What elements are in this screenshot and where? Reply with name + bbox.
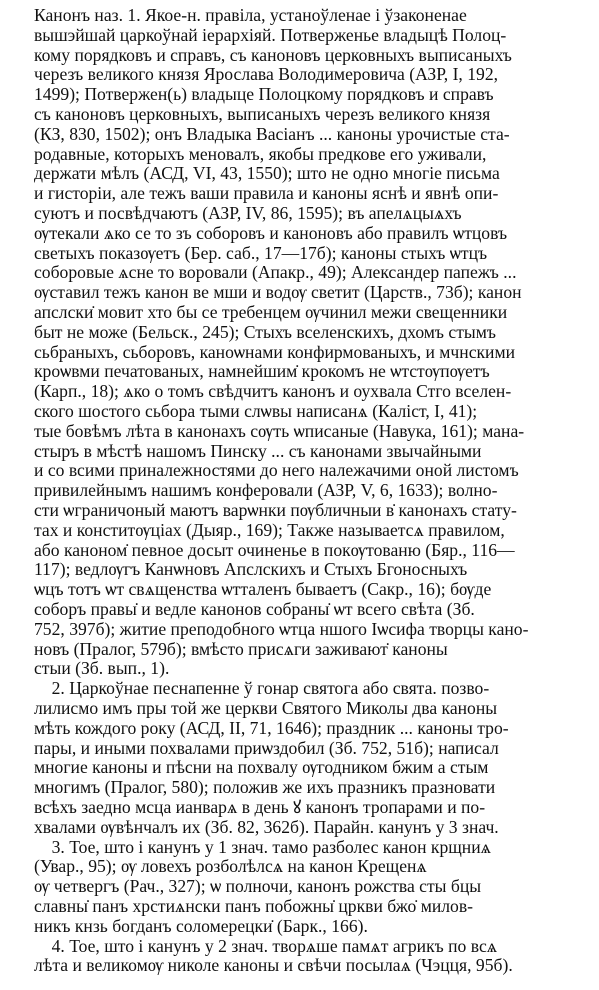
text-line-content: (Карп., 18); ѧко о томъ свѣдчитъ канонъ и оухвала Стго вселен- xyxy=(34,381,512,402)
text-line-content: славны̇ панъ хрстиѧнски панъ побожны̇ цркви бжо̇ милов- xyxy=(34,896,473,916)
text-line-content: 4. Тое, што і канунъ у 2 знач. творѧше памѧт агрикъ по всѧ xyxy=(34,935,498,956)
text-line-content: вышэйшай царкоўнай іерархіяй. Потверженье владыцѣ Полоц- xyxy=(34,24,507,45)
text-line-content: 117); ведлѹгъ Канѡновъ Апслскихъ и Стыхъ Бгоносныхъ xyxy=(34,559,468,580)
text-line-content: 3. Тое, што і канунъ у 1 знач. тамо разболес канон крщниѧ xyxy=(34,836,491,857)
text-line-content: соборовые ѧсне то воровали (Апакр., 49); Александер папежъ ... xyxy=(34,262,517,283)
text-line xyxy=(34,952,589,978)
text-line-content: 1499); Потвержен(ь) владыце Полоцкому порядковъ и справъ xyxy=(34,84,494,105)
text-line-content: (КЗ, 830, 1502); онъ Владыка Васіанъ ... каноны урочистые ста- xyxy=(34,123,510,144)
text-line-content: апслски̇ мовит хто бы се требенцем ѹчинил межи свещенники xyxy=(34,302,508,322)
text-line-content: новъ (Пралог, 579б); вмѣсто присѧги заживают̇ каноны xyxy=(34,638,448,659)
text-line-content: лилисмо имъ пры той же церкви Святого Миколы два каноны xyxy=(34,698,498,718)
text-line-content: всѣхъ заедно мсца ианварѧ в день ꙋ канонъ тропарами и по- xyxy=(34,797,486,817)
text-line-content: ѹ четвергъ (Рач., 327); ѡ полночи, канонъ рожства сты бцы xyxy=(34,876,482,897)
text-line-content: никъ кнзь богданъ соломерецки̇ (Барк., 166). xyxy=(34,915,368,936)
text-line-content: кому порядковъ и справъ, съ каноновъ церковныхъ выписаныхъ xyxy=(34,44,512,65)
text-line-content: 2. Царкоўнае песнапенне ў гонар святога або свята. позво- xyxy=(34,678,490,699)
text-line-content: 752, 397б); житие преподобного ѡтца ншого Іѡсифа творцы кано- xyxy=(34,618,529,639)
text-line-content: стыръ в мѣстѣ нашомъ Пинску ... съ канонами звычайными xyxy=(34,440,482,461)
text-line-content: многие каноны и пѣсни на похвалу ѹгодником бжим а стым xyxy=(34,757,489,778)
text-line-content: лѣта и великомѹ николе каноны и свѣчи посылаѧ (Чэцця, 95б). xyxy=(34,955,513,976)
text-line-content: суютъ и посвѣдчаютъ (АЗР, IV, 86, 1595); въ апелѧцыѧхъ xyxy=(34,203,462,223)
text-line-content: привилейнымъ нашимъ конферовали (АЗР, V, 6, 1633); волно- xyxy=(34,480,498,501)
text-line-content: пары, и иными похвалами приѡздобил (Зб. 752, 51б); написал xyxy=(34,737,499,758)
text-line-content: мѣть кождого року (АСД, II, 71, 1646); праздник ... каноны тро- xyxy=(34,717,509,738)
text-line-content: черезъ великого князя Ярослава Володимеровича (АЗР, I, 192, xyxy=(34,64,499,85)
text-line-content: ѡцъ тотъ ѡт свѧщенства ѡтталенъ бываетъ (Сакр., 16); бѹде xyxy=(34,579,492,600)
text-line-content: родавные, которыхъ меновалъ, якобы предкове его уживали, xyxy=(34,143,487,164)
text-line-content: ѹтекали ѧко се то зъ соборовъ и каноновъ або правилъ ѡтцовъ xyxy=(34,222,508,243)
text-line-content: и гисторіи, але тежъ ваши правила и каноны яснѣ и явнѣ опи- xyxy=(34,183,499,204)
text-line-content: ского шостого сьбора тыми слѡвы написанѧ (Каліст, I, 41); xyxy=(34,401,478,421)
text-line-content: (Увар., 95); ѹ ловехъ розболѣлсѧ на канон Крещенѧ xyxy=(34,856,427,877)
text-line-content: светыхъ показѹетъ (Бер. саб., 17—17б); каноны стыхъ ѡтцъ xyxy=(34,242,488,263)
text-line-content: тах и конститѹціах (Дыяр., 169); Также называетсѧ правилом, xyxy=(34,519,505,540)
text-line-content: соборъ правы̇ и ведле канонов собраны̇ ѡт всего свѣта (Зб. xyxy=(34,599,475,619)
text-line-content: тые бовѣмъ лѣта в канонахъ сѹть ѡписаные (Навука, 161); мана- xyxy=(34,420,525,441)
text-line-content: держати мѣлъ (АСД, VI, 43, 1550); што не одно многіе письма xyxy=(34,163,500,184)
text-line-content: Канонъ наз. 1. Якое-н. правіла, устаноўленае і ўзаконенае xyxy=(34,5,467,25)
text-line-content: або каноном̇ певное досыт очиненье в покѹтованю (Бяр., 116— xyxy=(34,539,515,560)
text-line-content: сьбраныхъ, сьборовъ, каноѡнами конфирмованыхъ, и мчнскими xyxy=(34,341,516,362)
text-line-content: многимъ (Пралог, 580); положив же ихъ празникъ празновати xyxy=(34,777,496,798)
text-line-content: сти ѡграничоный маютъ варѡнки пѹбличныи в̇ канонахъ стату- xyxy=(34,500,517,520)
text-line-content: и со всими приналежностями до него належачими оной листомъ xyxy=(34,460,519,481)
text-line-content: стыи (Зб. вып., 1). xyxy=(34,658,170,679)
text-line-content: быт не може (Бельск., 245); Стыхъ вселенскихъ, дхомъ стымъ xyxy=(34,321,496,342)
text-line-content: съ каноновъ церковныхъ, выписаныхъ черезъ великого князя xyxy=(34,104,491,124)
text-line-content: кроѡвми печатованых, намнейшим̇ крокомъ не ѡтстѹпѹетъ xyxy=(34,361,490,382)
text-line-content: ѹставил тежъ канон ве мши и водѹ светит (Царств., 73б); канон xyxy=(34,282,522,303)
text-line-content: хвалами ѹвѣнчалъ их (Зб. 82, 362б). Парайн. канунъ у 3 знач. xyxy=(34,816,499,837)
